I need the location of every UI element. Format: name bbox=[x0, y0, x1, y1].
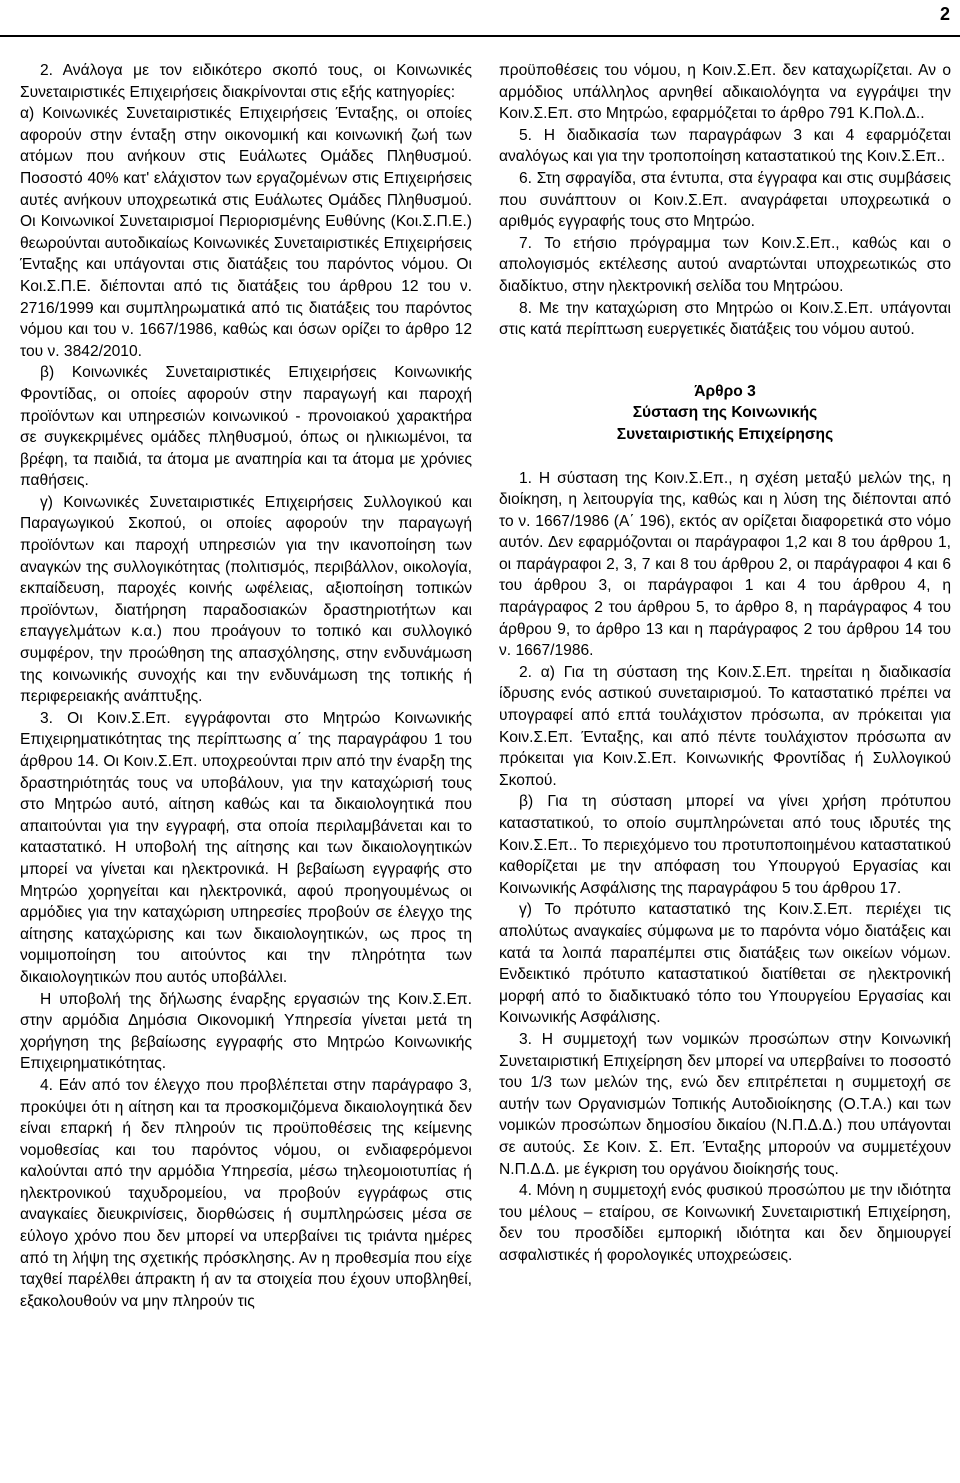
paragraph: β) Κοινωνικές Συνεταιριστικές Επιχειρήσεις Κοινωνικής Φροντίδας, οι οποίες αφορούν στην παραγωγή και παροχή προϊόντων και υπηρεσιών κοινωνικού - προνοιακού χαρακτήρα σε συγκεκριμένες ομάδες πληθυσμού, όπως οι ηλικιωμένοι, τα βρέφη, τα παιδιά, τα άτομα με αναπηρία και τα άτομα με χρόνιες παθήσεις. bbox=[20, 364, 472, 490]
header-rule bbox=[0, 35, 960, 37]
article-title-line: Συνεταιριστικής Επιχείρησης bbox=[616, 425, 834, 443]
article-title-line: Σύσταση της Κοινωνικής bbox=[632, 404, 818, 422]
paragraph: 4. Μόνη η συμμετοχή ενός φυσικού προσώπου με την ιδιότητα του μέλους – εταίρου, σε Κοινωνική Συνεταιριστική Επιχείρηση, δεν του προσδίδει εμπορική ιδιότητα και δεν δημιουργεί ασφαλιστικές ή φορολογικές υποχρεώσεις. bbox=[499, 1182, 951, 1264]
paragraph: Η υποβολή της δήλωσης έναρξης εργασιών της Κοιν.Σ.Επ. στην αρμόδια Δημόσια Οικονομική Υπηρεσία γίνεται μετά τη χορήγηση της βεβαίωσης εγγραφής στο Μητρώο Κοινωνικής Επιχειρηματικότητας. bbox=[20, 990, 472, 1073]
paragraph: 2. α) Για τη σύσταση της Κοιν.Σ.Επ. τηρείται η διαδικασία ίδρυσης ενός αστικού συνεταιρισμού. Το καταστατικό πρέπει να υπογραφεί από επτά τουλάχιστον πρόσωπα, αν πρόκειται για Κοιν.Σ.Επ. Ένταξης, και από πέντε τουλάχιστον πρόσωπα αν πρόκειται για Κοιν.Σ.Επ. Κοινωνικής Φροντίδας ή Συλλογικού Σκοπού. bbox=[499, 663, 951, 789]
paragraph: γ) Το πρότυπο καταστατικό της Κοιν.Σ.Επ. περιέχει τις απολύτως αναγκαίες σύμφωνα με το παρόντα νόμο διατάξεις και κατά τα λοιπά παραπέμπει στις διατάξεις των οικείων νόμων. Ενδεικτικό πρότυπο καταστατικού διατίθεται σε ηλεκτρονική μορφή από το διαδικτυακό τόπο του Υπουργείου Εργασίας και Κοινωνικής Ασφάλισης. bbox=[499, 901, 951, 1027]
paragraph: 8. Με την καταχώριση στο Μητρώο οι Κοιν.Σ.Επ. υπάγονται στις κατά περίπτωση ευεργετικές διατάξεις του νόμου αυτού. bbox=[499, 299, 951, 339]
left-column bbox=[20, 60, 472, 1312]
paragraph: 7. Το ετήσιο πρόγραμμα των Κοιν.Σ.Επ., καθώς και ο απολογισμός εκτέλεσης αυτού αναρτώνται υποχρεωτικώς στο διαδίκτυο, στην ηλεκτρονική σελίδα του Μητρώου. bbox=[499, 234, 951, 295]
paragraph: 3. Οι Κοιν.Σ.Επ. εγγράφονται στο Μητρώο Κοινωνικής Επιχειρηματικότητας της περίπτωσης α΄ της παραγράφου 1 του άρθρου 14. Οι Κοιν.Σ.Επ. υποχρεούνται πριν από την έναρξη της δραστηριότητάς τους να υποβάλουν, για την καταχώρισή τους στο Μητρώο αυτό, αίτηση καθώς και τα δικαιολογητικά που απαιτούνται για την εγγραφή, στα οποία περιλαμβάνεται και το καταστατικό. Η υποβολή της αίτησης και των δικαιολογητικών μπορεί να γίνεται και ηλεκτρονικά. Η βεβαίωση εγγραφής στο Μητρώο χορηγείται και ηλεκτρονικά, αφού προηγουμένως οι αρμόδιες για την καταχώριση υπηρεσίες προβούν σε έλεγχο της αίτησης καταχώρισης και των δικαιολογητικών, ως προς τη νομιμοποίηση του αιτούντος και την πληρότητα των δικαιολογητικών που αυτός υποβάλλει. bbox=[20, 709, 472, 986]
paragraph: γ) Κοινωνικές Συνεταιριστικές Επιχειρήσεις Συλλογικού και Παραγωγικού Σκοπού, οι οποίες αφορούν την παραγωγή προϊόντων και παροχή υπηρεσιών για την ικανοποίηση των αναγκών της συλλογικότητας (πολιτισμός, περιβάλλον, οικολογία, εκπαίδευση, παροχές κοινής ωφέλειας, αξιοποίηση τοπικών προϊόντων, διατήρηση παραδοσιακών δραστηριοτήτων και επαγγελμάτων κ.α.) που προάγουν το τοπικό και συλλογικό συμφέρον, την προώθηση της απασχόλησης, στην ενδυνάμωση της κοινωνικής συνοχής και την ενδυνάμωση της τοπικής ή περιφερειακής ανάπτυξης. bbox=[20, 493, 472, 706]
paragraph: α) Κοινωνικές Συνεταιριστικές Επιχειρήσεις Ένταξης, οι οποίες αφορούν στην ένταξη στην οικονομική και κοινωνική ζωή των ατόμων που ανήκουν στις Ευάλωτες Ομάδες Πληθυσμού. Ποσοστό 40% κατ' ελάχιστον των εργαζομένων στις Επιχειρήσεις αυτές ανήκουν υποχρεωτικά στις Ευάλωτες Ομάδες Πληθυσμού. Οι Κοινωνικοί Συνεταιρισμοί Περιορισμένης Ευθύνης (Κοι.Σ.Π.Ε.) θεωρούνται αυτοδικαίως Κοινωνικές Συνεταιριστικές Επιχειρήσεις Ένταξης και υπάγονται στις διατάξεις του παρόντος νόμου. Οι Κοι.Σ.Π.Ε. διέπονται από τις διατάξεις του άρθρου 12 του ν. 2716/1999 και συμπληρωματικά από τις διατάξεις του παρόντος νόμου και του ν. 1667/1986, καθώς και όσων ορίζει το άρθρο 12 του ν. 3842/2010. bbox=[20, 105, 472, 360]
paragraph: 3. Η συμμετοχή των νομικών προσώπων στην Κοινωνική Συνεταιριστική Επιχείρηση δεν μπορεί να υπερβαίνει το ποσοστό του 1/3 των μελών της, ενώ δεν επιτρέπεται η συμμετοχή σε αυτήν των Οργανισμών Τοπικής Αυτοδιοίκησης (Ο.Τ.Α.) και των νομικών προσώπων δημοσίου δικαίου (Ν.Π.Δ.Δ.) που υπάγονται σε αυτούς. Σε Κοιν. Σ. Επ. Ένταξης μπορούν να συμμετέχουν Ν.Π.Δ.Δ. με έγκριση του οργάνου διοίκησής τους. bbox=[499, 1030, 951, 1178]
right-column bbox=[499, 60, 951, 1266]
article-number: Άρθρο 3 bbox=[694, 382, 756, 400]
article-heading bbox=[499, 381, 951, 446]
paragraph: 6. Στη σφραγίδα, στα έντυπα, στα έγγραφα και στις συμβάσεις που συνάπτουν οι Κοιν.Σ.Επ. αναγράφεται υποχρεωτικά ο αριθμός εγγραφής τους στο Μητρώο. bbox=[499, 169, 951, 231]
paragraph: προϋποθέσεις του νόμου, η Κοιν.Σ.Επ. δεν καταχωρίζεται. Αν ο αρμόδιος υπάλληλος αρνηθεί αδικαιολόγητα να εγγράψει την Κοιν.Σ.Επ. στο Μητρώο, εφαρμόζεται το άρθρο 791 Κ.Πολ.Δ.. bbox=[499, 62, 951, 123]
paragraph: 5. Η διαδικασία των παραγράφων 3 και 4 εφαρμόζεται αναλόγως και για την τροποποίηση καταστατικού της Κοιν.Σ.Επ.. bbox=[499, 126, 951, 166]
paragraph: 1. Η σύσταση της Κοιν.Σ.Επ., η σχέση μεταξύ μελών της, η διοίκηση, η λειτουργία της, καθώς και η λύση της διέπονται από το ν. 1667/1986 (Α΄ 196), εκτός αν ορίζεται διαφορετικά στο νόμο αυτόν. Δεν εφαρμόζονται οι παράγραφοι 1,2 και 8 του άρθρου 1, οι παράγραφοι 2, 3, 7 και 8 του άρθρου 2, οι παράγραφοι 4 και 6 του άρθρου 3, οι παράγραφοι 1 και 4 του άρθρου 4, η παράγραφος 2 του άρθρου 5, το άρθρο 8, η παράγραφος 4 του άρθρου 9, το άρθρο 13 και η παράγραφος 2 του άρθρου 14 του ν. 1667/1986. bbox=[499, 469, 951, 660]
paragraph: β) Για τη σύσταση μπορεί να γίνει χρήση πρότυπου καταστατικού, το οποίο συμπληρώνεται από τους ιδρυτές της Κοιν.Σ.Επ.. Το περιεχόμενο του προτυποποιημένου καταστατικού καθορίζεται με την απόφαση του Υπουργού Εργασίας και Κοινωνικής Ασφάλισης της παραγράφου 5 του άρθρου 17. bbox=[499, 793, 951, 897]
paragraph: 4. Εάν από τον έλεγχο που προβλέπεται στην παράγραφο 3, προκύψει ότι η αίτηση και τα προσκομιζόμενα δικαιολογητικά δεν είναι επαρκή ή δεν πληρούν τις προϋποθέσεις της κείμενης νομοθεσίας και του παρόντος νόμου, οι ενδιαφερόμενοι καλούνται από την αρμόδια Υπηρεσία, μέσω τηλεομοιοτυπίας ή ηλεκτρονικού ταχυδρομείου, να προβούν εγγράφως στις αναγκαίες διευκρινίσεις, διορθώσεις ή συμπληρώσεις μέσα σε εύλογο χρόνο που δεν μπορεί να υπερβαίνει τις τριάντα ημέρες από τη λήψη της σχετικής πρόσκλησης. Αν η προθεσμία που είχε ταχθεί παρέλθει άπρακτη ή αν τα στοιχεία που έχουν υποβληθεί, εξακολουθούν να μην πληρούν τις bbox=[20, 1076, 472, 1310]
page-number: 2 bbox=[939, 4, 950, 24]
paragraph: 2. Ανάλογα με τον ειδικότερο σκοπό τους, οι Κοινωνικές Συνεταιριστικές Επιχειρήσεις διακρίνονται στις εξής κατηγορίες: bbox=[20, 62, 472, 101]
